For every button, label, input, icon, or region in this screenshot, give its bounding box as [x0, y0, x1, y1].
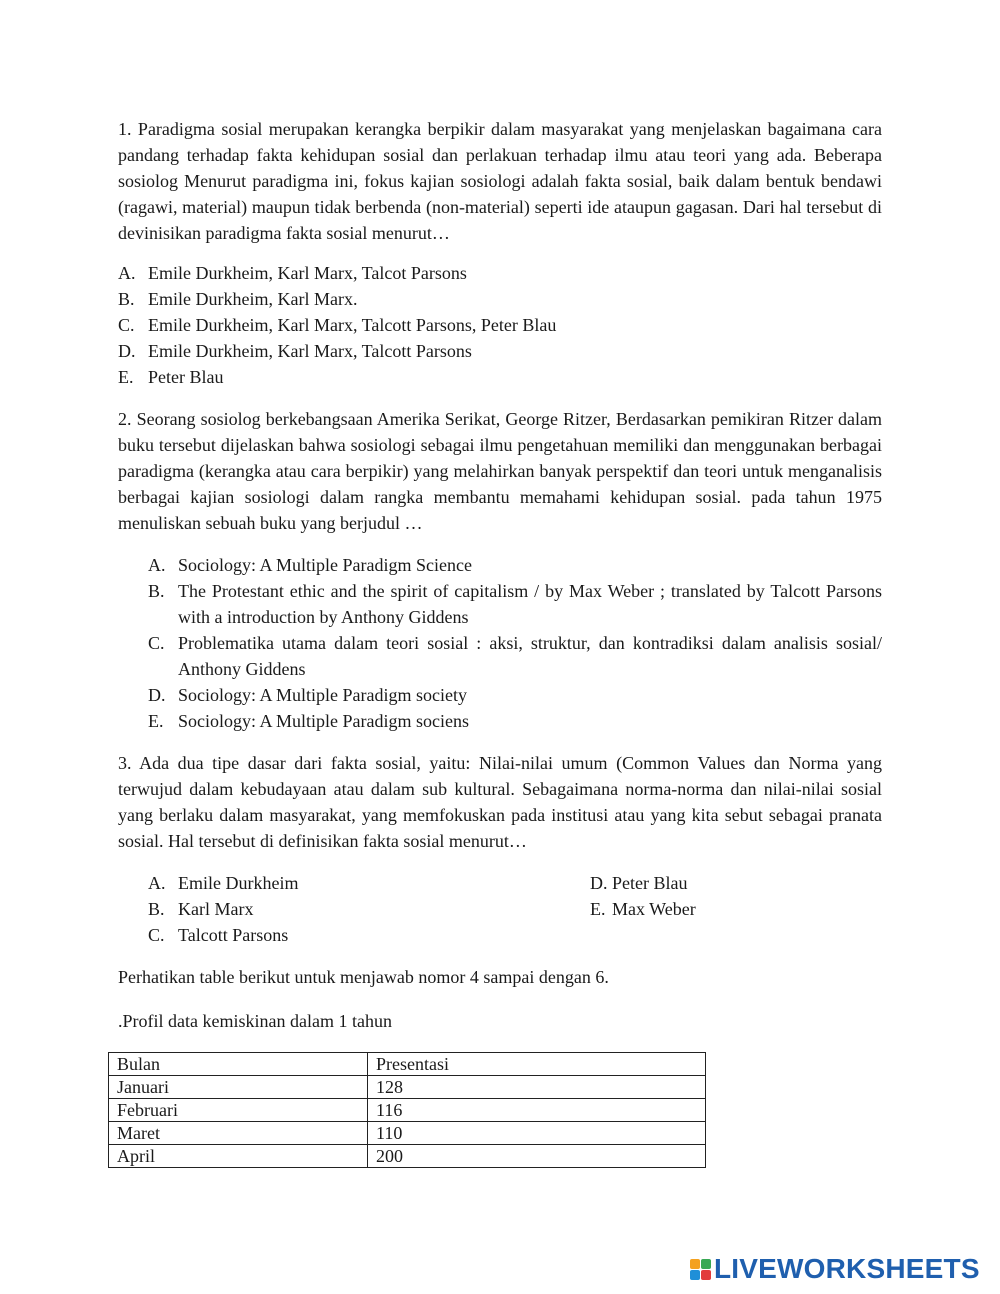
option-letter: A. — [148, 555, 166, 575]
table-instruction: Perhatikan table berikut untuk menjawab nomor 4 sampai dengan 6. — [118, 967, 609, 987]
question-1-options — [118, 260, 882, 390]
option-text: Max Weber — [612, 899, 696, 919]
question-3-options — [148, 870, 882, 948]
option-text: Sociology: A Multiple Paradigm society — [178, 685, 467, 705]
question-3-option-a[interactable] — [148, 870, 298, 896]
option-letter: C. — [148, 633, 165, 653]
question-2-options — [118, 552, 882, 734]
option-letter: B. — [148, 899, 165, 919]
option-letter: A. — [148, 873, 166, 893]
question-2-option-d[interactable] — [148, 682, 882, 708]
table-row — [109, 1099, 706, 1122]
option-text: Emile Durkheim — [178, 873, 299, 893]
option-text: The Protestant ethic and the spirit of capitalism / by Max Weber ; translated by Talcott Parsons with a introduction by Anthony Giddens — [178, 581, 882, 627]
option-text: Emile Durkheim, Karl Marx, Talcott Parsons, Peter Blau — [148, 315, 557, 335]
worksheet-content — [118, 116, 882, 1034]
option-text: Problematika utama dalam teori sosial : aksi, struktur, dan kontradiksi dalam analisis sosial/ Anthony Giddens — [178, 633, 882, 679]
table-cell-month: Februari — [109, 1099, 368, 1122]
question-3-option-e[interactable] — [590, 896, 696, 922]
logo-square-3 — [690, 1270, 700, 1280]
logo-square-1 — [690, 1259, 700, 1269]
option-letter: D. — [590, 873, 608, 893]
table-row — [109, 1076, 706, 1099]
table-title: .Profil data kemiskinan dalam 1 tahun — [118, 1011, 392, 1031]
question-3-option-d[interactable] — [590, 870, 696, 896]
question-2-option-a[interactable] — [148, 552, 882, 578]
question-2-text: 2. Seorang sosiolog berkebangsaan Amerika Serikat, George Ritzer, Berdasarkan pemikiran Ritzer dalam buku tersebut dijelaskan bahwa sosiologi sebagai ilmu pengetahuan memiliki dan menggunakan berbagai paradigma (kerangka atau cara berpikir) yang melahirkan banyak perspektif dan teori untuk menganalisis berbagai kajian sosiologi dalam rangka membantu memahami kehidupan sosial. pada tahun 1975 menuliskan sebuah buku yang berjudul … — [118, 409, 882, 533]
question-1-option-c[interactable] — [118, 312, 882, 338]
table-header-row — [109, 1053, 706, 1076]
option-letter: A. — [118, 263, 136, 283]
option-text: Emile Durkheim, Karl Marx. — [148, 289, 358, 309]
option-text: Sociology: A Multiple Paradigm Science — [178, 555, 472, 575]
logo-square-2 — [701, 1259, 711, 1269]
question-3-option-b[interactable] — [148, 896, 298, 922]
option-letter: E. — [118, 367, 134, 387]
option-text: Emile Durkheim, Karl Marx, Talcott Parsons — [148, 341, 472, 361]
option-letter: C. — [148, 925, 165, 945]
question-3-options-right — [590, 870, 696, 922]
option-letter: C. — [118, 315, 135, 335]
option-text: Emile Durkheim, Karl Marx, Talcot Parsons — [148, 263, 467, 283]
poverty-table-wrapper — [108, 1052, 706, 1168]
question-1-option-d[interactable] — [118, 338, 882, 364]
question-3-options-left — [148, 870, 298, 948]
question-1-option-b[interactable] — [118, 286, 882, 312]
table-cell-value: 110 — [368, 1122, 706, 1145]
option-text: Peter Blau — [612, 873, 688, 893]
option-letter: E. — [590, 899, 606, 919]
option-letter: D. — [118, 341, 136, 361]
table-row — [109, 1145, 706, 1168]
table-header-cell: Presentasi — [368, 1053, 706, 1076]
option-text: Sociology: A Multiple Paradigm sociens — [178, 711, 469, 731]
question-1-text: 1. Paradigma sosial merupakan kerangka berpikir dalam masyarakat yang menjelaskan bagaimana cara pandang terhadap fakta kehidupan sosial dan perlakuan terhadap ilmu atau teori yang ada. Beberapa sosiolog Menurut paradigma ini, fokus kajian sosiologi adalah fakta sosial, baik dalam bentuk bendawi (ragawi, material) maupun tidak berbenda (non-material) seperti ide ataupun gagasan. Dari hal tersebut di devinisikan paradigma fakta sosial menurut… — [118, 119, 882, 243]
option-letter: D. — [148, 685, 166, 705]
question-3-text: 3. Ada dua tipe dasar dari fakta sosial, yaitu: Nilai-nilai umum (Common Values dan Norma yang terwujud dalam kebudayaan atau dalam sub kultural. Sebagaimana norma-norma dan nilai-nilai sosial yang berlaku dalam masyarakat, yang memfokuskan pada institusi atau yang kita sebut sebagai pranata sosial. Hal tersebut di definisikan fakta sosial menurut… — [118, 753, 882, 851]
question-1-option-a[interactable] — [118, 260, 882, 286]
logo-text: LIVEWORKSHEETS — [714, 1253, 980, 1284]
option-text: Karl Marx — [178, 899, 254, 919]
poverty-data-table — [108, 1052, 706, 1168]
table-cell-value: 128 — [368, 1076, 706, 1099]
question-1-option-e[interactable] — [118, 364, 882, 390]
question-3-option-c[interactable] — [148, 922, 298, 948]
option-text: Talcott Parsons — [178, 925, 289, 945]
question-2-option-b[interactable] — [148, 578, 882, 630]
question-2-option-e[interactable] — [148, 708, 882, 734]
option-text: Peter Blau — [148, 367, 224, 387]
option-letter: B. — [118, 289, 135, 309]
liveworksheets-mark-icon — [690, 1259, 711, 1280]
table-cell-month: Maret — [109, 1122, 368, 1145]
table-cell-month: Januari — [109, 1076, 368, 1099]
logo-square-4 — [701, 1270, 711, 1280]
table-cell-value: 116 — [368, 1099, 706, 1122]
table-header-cell: Bulan — [109, 1053, 368, 1076]
option-letter: E. — [148, 711, 164, 731]
table-cell-month: April — [109, 1145, 368, 1168]
table-row — [109, 1122, 706, 1145]
liveworksheets-logo[interactable] — [690, 1254, 980, 1284]
question-2-option-c[interactable] — [148, 630, 882, 682]
table-cell-value: 200 — [368, 1145, 706, 1168]
option-letter: B. — [148, 581, 165, 601]
